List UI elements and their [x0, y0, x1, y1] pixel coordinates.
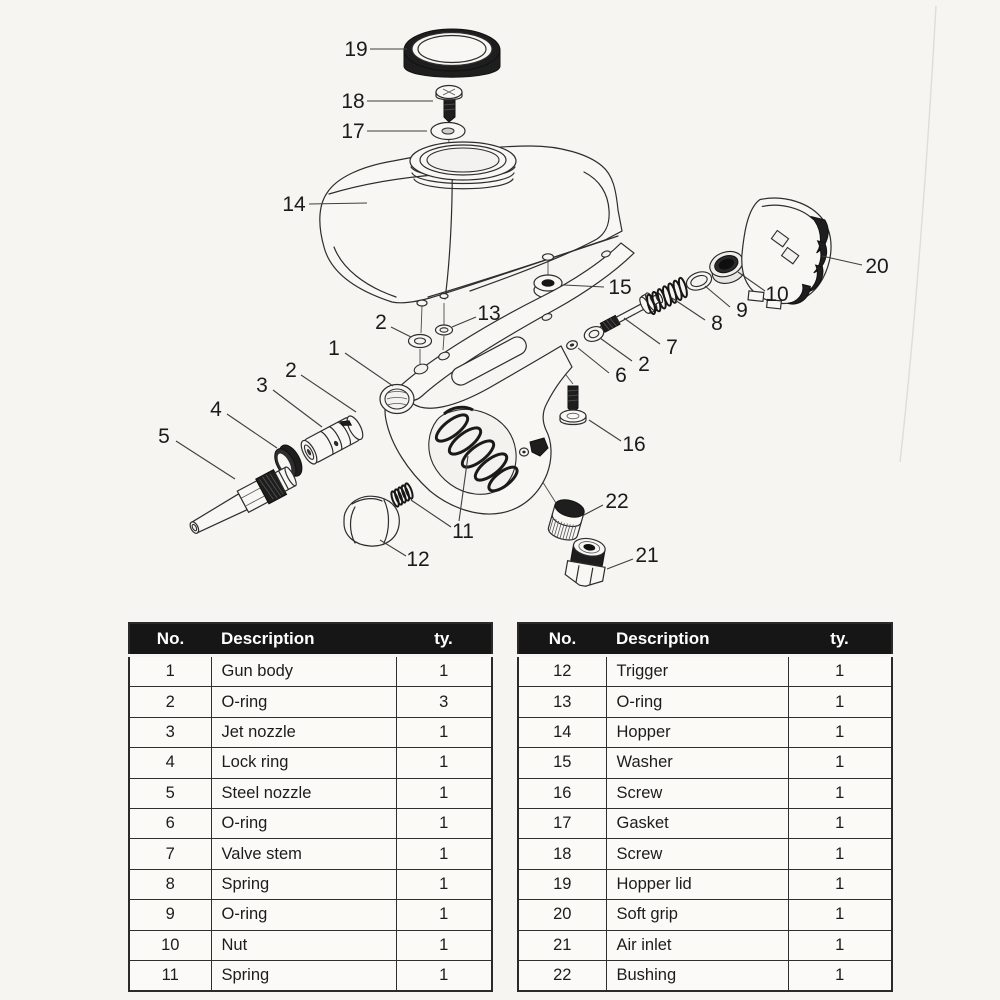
part-o-ring-13 [436, 325, 453, 335]
part-number: 5 [129, 778, 211, 808]
table-row [129, 900, 492, 930]
part-bushing [546, 497, 586, 543]
callout-number: 2 [638, 353, 650, 376]
callout-number: 11 [452, 520, 474, 543]
table-row [518, 808, 892, 838]
callout-number: 10 [765, 283, 789, 306]
part-qty: 1 [396, 869, 492, 899]
part-number: 8 [129, 869, 211, 899]
part-trigger [344, 496, 399, 546]
part-description: Spring [211, 869, 396, 899]
part-description: Nut [211, 930, 396, 960]
callout-number: 6 [615, 364, 627, 387]
header-description: Description [606, 623, 788, 656]
table-row [129, 839, 492, 869]
part-qty: 1 [788, 960, 892, 991]
part-qty: 1 [788, 900, 892, 930]
leader-line [578, 348, 609, 373]
callout-number: 19 [344, 38, 368, 61]
leader-line [452, 317, 476, 327]
part-description: Air inlet [606, 930, 788, 960]
part-o-ring-6 [565, 339, 578, 350]
part-description: Soft grip [606, 900, 788, 930]
part-number: 15 [518, 748, 606, 778]
part-number: 9 [129, 900, 211, 930]
callout-number: 15 [608, 276, 632, 299]
callout-number: 13 [477, 302, 501, 325]
table-row [129, 778, 492, 808]
table-row [129, 960, 492, 991]
part-description: Screw [606, 778, 788, 808]
part-number: 16 [518, 778, 606, 808]
header-qty: ty. [788, 623, 892, 656]
table-row [518, 839, 892, 869]
part-number: 18 [518, 839, 606, 869]
table-row [518, 869, 892, 899]
leader-line [589, 420, 621, 441]
table-row [518, 748, 892, 778]
leader-line [227, 414, 277, 448]
callout-number: 4 [210, 398, 222, 421]
table-row [129, 748, 492, 778]
table-row [518, 778, 892, 808]
part-number: 19 [518, 869, 606, 899]
part-number: 10 [129, 930, 211, 960]
part-qty: 1 [396, 930, 492, 960]
part-air-inlet [564, 536, 610, 589]
part-description: Gasket [606, 808, 788, 838]
part-description: Trigger [606, 656, 788, 687]
part-number: 21 [518, 930, 606, 960]
leader-line [345, 353, 393, 386]
header-no: No. [129, 623, 211, 656]
table-row [129, 656, 492, 687]
callout-number: 1 [328, 337, 340, 360]
part-description: Screw [606, 839, 788, 869]
callout-number: 20 [865, 255, 889, 278]
part-description: Hopper [606, 717, 788, 747]
part-description: Spring [211, 960, 396, 991]
leader-line [411, 500, 451, 527]
leader-line [624, 318, 660, 344]
callout-number: 7 [666, 336, 678, 359]
part-number: 3 [129, 717, 211, 747]
part-jet-nozzle [298, 414, 366, 467]
callout-number: 5 [158, 425, 170, 448]
leader-line [273, 390, 322, 427]
part-qty: 1 [788, 687, 892, 717]
part-description: O-ring [211, 900, 396, 930]
part-qty: 1 [396, 900, 492, 930]
part-qty: 3 [396, 687, 492, 717]
part-qty: 1 [788, 748, 892, 778]
part-qty: 1 [788, 839, 892, 869]
leader-line [301, 375, 356, 412]
leader-line [705, 286, 730, 307]
leader-line [600, 338, 632, 361]
part-screw-top [436, 86, 462, 123]
part-description: Steel nozzle [211, 778, 396, 808]
part-qty: 1 [396, 778, 492, 808]
part-qty: 1 [788, 869, 892, 899]
callout-number: 2 [285, 359, 297, 382]
part-description: Lock ring [211, 748, 396, 778]
table-row [129, 869, 492, 899]
part-qty: 1 [788, 930, 892, 960]
part-qty: 1 [788, 808, 892, 838]
part-description: Jet nozzle [211, 717, 396, 747]
part-qty: 1 [396, 808, 492, 838]
table-row [518, 930, 892, 960]
part-qty: 1 [396, 656, 492, 687]
part-qty: 1 [788, 656, 892, 687]
part-number: 17 [518, 808, 606, 838]
part-number: 7 [129, 839, 211, 869]
part-description: Gun body [211, 656, 396, 687]
callout-number: 9 [736, 299, 748, 322]
callout-number: 16 [622, 433, 646, 456]
table-row [129, 930, 492, 960]
leader-line [380, 540, 406, 556]
leader-line [607, 559, 633, 569]
part-steel-nozzle [185, 463, 300, 542]
table-row [129, 808, 492, 838]
table-row [129, 687, 492, 717]
part-qty: 1 [396, 960, 492, 991]
leader-line [391, 327, 411, 337]
part-number: 2 [129, 687, 211, 717]
part-description: Bushing [606, 960, 788, 991]
leader-line [176, 441, 235, 479]
callout-number: 17 [341, 120, 365, 143]
part-number: 6 [129, 808, 211, 838]
parts-table-right [517, 622, 893, 992]
parts-table-right-body [518, 656, 892, 992]
header-description: Description [211, 623, 396, 656]
part-qty: 1 [788, 717, 892, 747]
part-description: O-ring [211, 808, 396, 838]
parts-table-left-body [129, 656, 492, 992]
header-no: No. [518, 623, 606, 656]
callout-number: 22 [605, 490, 629, 513]
part-qty: 1 [788, 778, 892, 808]
part-description: Valve stem [211, 839, 396, 869]
table-row [518, 900, 892, 930]
part-number: 4 [129, 748, 211, 778]
table-row [518, 687, 892, 717]
part-description: Hopper lid [606, 869, 788, 899]
header-qty: ty. [396, 623, 492, 656]
table-row [518, 717, 892, 747]
part-number: 11 [129, 960, 211, 991]
callout-number: 21 [635, 544, 659, 567]
part-number: 12 [518, 656, 606, 687]
callout-number: 12 [406, 548, 430, 571]
callout-number: 8 [711, 312, 723, 335]
part-gasket [431, 123, 465, 140]
table-header-row [129, 623, 492, 656]
part-hopper-lid [404, 29, 500, 77]
part-number: 13 [518, 687, 606, 717]
part-o-ring-2a [409, 335, 432, 348]
table-row [129, 717, 492, 747]
table-row [518, 656, 892, 687]
part-number: 22 [518, 960, 606, 991]
part-description: O-ring [211, 687, 396, 717]
part-qty: 1 [396, 748, 492, 778]
callout-number: 14 [282, 193, 306, 216]
parts-table-left [128, 622, 493, 992]
part-screw-16 [560, 386, 586, 425]
part-spring-8 [642, 276, 692, 316]
callout-number: 2 [375, 311, 387, 334]
part-number: 20 [518, 900, 606, 930]
part-number: 1 [129, 656, 211, 687]
table-row [518, 960, 892, 991]
paper-crease [900, 6, 936, 462]
part-qty: 1 [396, 717, 492, 747]
callout-number: 3 [256, 374, 268, 397]
part-description: O-ring [606, 687, 788, 717]
leader-line [672, 298, 705, 320]
table-header-row [518, 623, 892, 656]
part-qty: 1 [396, 839, 492, 869]
callout-number: 18 [341, 90, 365, 113]
part-number: 14 [518, 717, 606, 747]
part-description: Washer [606, 748, 788, 778]
leader-line [582, 505, 603, 516]
